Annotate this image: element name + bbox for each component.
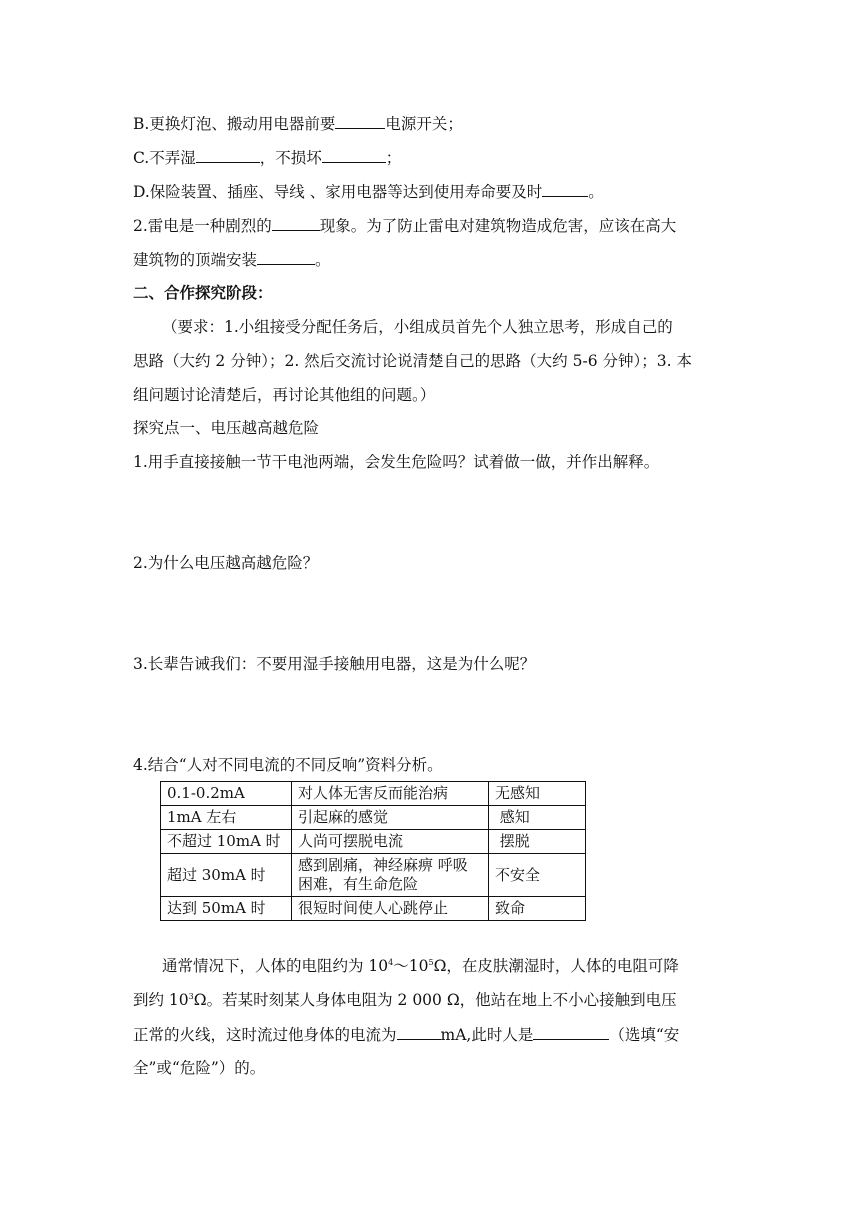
result-cell: 致命 — [489, 897, 586, 921]
result-cell: 摆脱 — [489, 830, 586, 854]
effect-cell: 对人体无害反而能治病 — [292, 782, 489, 806]
option-b — [133, 113, 463, 134]
exponent: 5 — [428, 957, 434, 967]
resistance-para-line-1 — [162, 956, 679, 976]
para-text: （选填“安 — [609, 1026, 680, 1044]
option-d-pre: D.保险装置、插座、导线 、家用电器等达到使用寿命要及时 — [133, 183, 543, 201]
question-2: 2.为什么电压越高越危险？ — [133, 554, 319, 572]
question-lightning — [133, 215, 676, 236]
blank-lightning-1[interactable] — [272, 215, 320, 231]
resistance-para-line-3 — [133, 1024, 679, 1045]
blank-safety[interactable] — [533, 1024, 609, 1040]
blank-lightning-2[interactable] — [257, 249, 315, 265]
table-row — [161, 897, 586, 921]
q-lightning-pre: 2.雷电是一种剧烈的 — [133, 217, 272, 235]
resistance-para-line-4: 全”或“危险”）的。 — [133, 1059, 266, 1077]
option-c-mid: ，不损坏 — [259, 149, 322, 167]
requirement-line-1: （要求：1.小组接受分配任务后，小组成员首先个人独立思考，形成自己的 — [162, 318, 673, 336]
explore-point-title: 探究点一、电压越高越危险 — [133, 419, 320, 437]
effect-cell: 很短时间使人心跳停止 — [292, 897, 489, 921]
result-cell: 感知 — [489, 806, 586, 830]
exponent: 4 — [388, 957, 394, 967]
table-row — [161, 806, 586, 830]
blank-b[interactable] — [335, 113, 385, 129]
result-cell: 不安全 — [489, 854, 586, 897]
question-4: 4.结合“人对不同电流的不同反响”资料分析。 — [133, 756, 443, 774]
current-cell: 1mA 左右 — [161, 806, 292, 830]
para-text: 通常情况下，人体的电阻约为 10 — [162, 957, 389, 975]
current-reaction-table — [160, 781, 586, 921]
current-cell: 不超过 10mA 时 — [161, 830, 292, 854]
question-1: 1.用手直接接触一节干电池两端，会发生危险吗？试着做一做，并作出解释。 — [133, 453, 660, 471]
blank-c2[interactable] — [322, 147, 386, 163]
blank-d[interactable] — [542, 181, 588, 197]
option-c-post: ； — [385, 149, 402, 167]
table-row — [161, 782, 586, 806]
table-row — [161, 830, 586, 854]
blank-c1[interactable] — [196, 147, 260, 163]
result-cell: 无感知 — [489, 782, 586, 806]
option-d — [133, 181, 604, 202]
resistance-para-line-2 — [133, 990, 677, 1010]
q-lightning-post: 现象。为了防止雷电对建筑物造成危害，应该在高大 — [319, 217, 677, 235]
requirement-line-2: 思路（大约 2 分钟）；2. 然后交流讨论说清楚自己的思路（大约 5-6 分钟）；3. 本 — [133, 352, 692, 370]
option-d-post: 。 — [588, 183, 604, 201]
para-text: 正常的火线，这时流过他身体的电流为 — [133, 1026, 397, 1044]
question-lightning-line2 — [133, 249, 331, 270]
option-c — [133, 147, 401, 168]
question-3: 3.长辈告诫我们：不要用湿手接触用电器，这是为什么呢？ — [133, 655, 536, 673]
current-cell: 超过 30mA 时 — [161, 854, 292, 897]
q-lightning-line2-pre: 建筑物的顶端安装 — [133, 251, 258, 269]
requirement-line-3: 组问题讨论清楚后，再讨论其他组的问题。） — [133, 386, 436, 404]
current-cell: 达到 50mA 时 — [161, 897, 292, 921]
option-b-pre: B.更换灯泡、搬动用电器前要 — [133, 115, 336, 133]
para-text: Ω。若某时刻某人身体电阻为 2 000 Ω，他站在地上不小心接触到电压 — [193, 991, 677, 1009]
section-heading: 二、合作探究阶段： — [133, 284, 273, 302]
para-text: mA,此时人是 — [440, 1026, 534, 1044]
option-b-post: 电源开关； — [385, 115, 463, 133]
table-row — [161, 854, 586, 897]
effect-cell: 感到剧痛，神经麻痹 呼吸困难，有生命危险 — [292, 854, 489, 897]
option-c-pre: C.不弄湿 — [133, 149, 196, 167]
para-text: Ω，在皮肤潮湿时，人体的电阻可降 — [433, 957, 679, 975]
para-text: ～10 — [393, 957, 429, 975]
effect-cell: 引起麻的感觉 — [292, 806, 489, 830]
current-cell: 0.1-0.2mA — [161, 782, 292, 806]
effect-cell: 人尚可摆脱电流 — [292, 830, 489, 854]
q-lightning-line2-post: 。 — [315, 251, 331, 269]
exponent: 3 — [188, 991, 194, 1001]
para-text: 到约 10 — [133, 991, 189, 1009]
blank-current[interactable] — [397, 1024, 441, 1040]
